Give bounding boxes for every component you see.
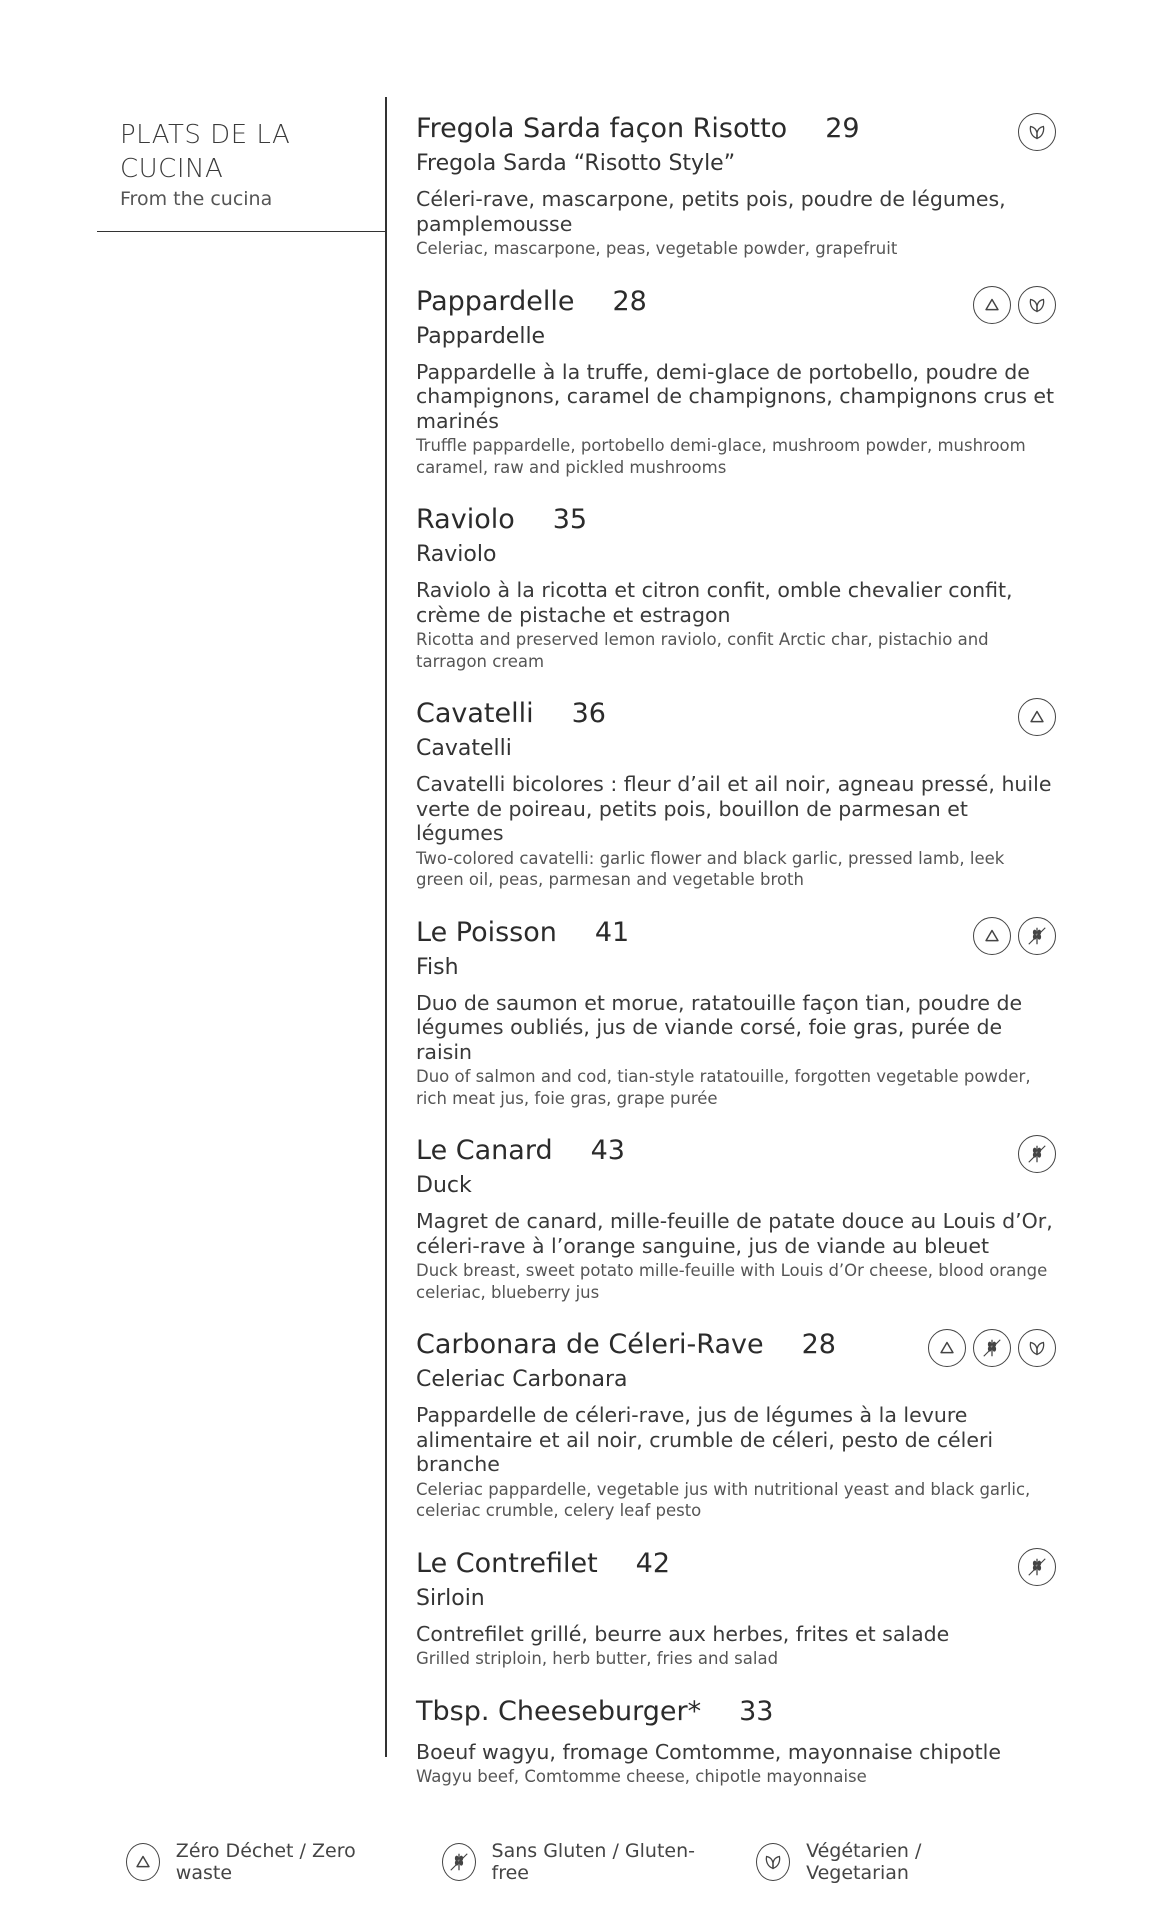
menu-item-description-french: Magret de canard, mille-feuille de patate douce au Louis d’Or, céleri-rave à l’orange sanguine, jus de viande au bleuet	[416, 1209, 1053, 1258]
menu-item-price: 28	[801, 1329, 836, 1360]
gluten-free-icon	[1018, 1548, 1056, 1586]
menu-item	[416, 286, 1056, 479]
menu-item-name: Carbonara de Céleri-Rave	[416, 1329, 764, 1360]
menu-item-description-french: Contrefilet grillé, beurre aux herbes, frites et salade	[416, 1621, 950, 1646]
dietary-icons	[1018, 1548, 1056, 1586]
menu-item-heading	[416, 1696, 1056, 1732]
menu-item-description-english: Celeriac, mascarpone, peas, vegetable powder, grapefruit	[416, 239, 898, 258]
menu-item-description-english: Two-colored cavatelli: garlic flower and black garlic, pressed lamb, leek green oil, peas, parmesan and vegetable broth	[416, 848, 1005, 889]
menu-item-heading	[416, 286, 1056, 322]
menu-item-description-french: Duo de saumon et morue, ratatouille façon tian, poudre de légumes oubliés, jus de viande corsé, foie gras, purée de raisin	[416, 990, 1023, 1064]
menu-item	[416, 113, 1056, 260]
menu-item	[416, 1548, 1056, 1670]
gluten-free-icon	[1018, 917, 1056, 955]
legend-item	[442, 1840, 705, 1884]
menu-item	[416, 1135, 1056, 1303]
menu-item-heading	[416, 698, 1056, 734]
menu-item-description-french: Raviolo à la ricotta et citron confit, omble chevalier confit, crème de pistache et estragon	[416, 578, 1013, 627]
menu-item-description-french: Cavatelli bicolores : fleur d’ail et ail noir, agneau pressé, huile verte de poireau, petits pois, bouillon de parmesan et légumes	[416, 772, 1052, 845]
section-title: PLATS DE LA CUCINA	[120, 120, 291, 184]
menu-item-name-english: Cavatelli	[416, 736, 512, 761]
menu-item-name-english: Fregola Sarda “Risotto Style”	[416, 151, 736, 176]
menu-item-heading	[416, 1135, 1056, 1171]
gluten-free-icon	[442, 1843, 476, 1881]
menu-item-name: Cavatelli	[416, 698, 534, 729]
menu-item-price: 35	[552, 504, 588, 535]
menu-item	[416, 1696, 1056, 1788]
dietary-icons	[973, 286, 1056, 324]
menu-item-description-french: Pappardelle à la truffe, demi-glace de portobello, poudre de champignons, caramel de champignons, champignons crus et marinés	[416, 359, 1055, 433]
vegetarian-icon	[1018, 286, 1056, 324]
menu-item-name-english: Duck	[416, 1173, 472, 1198]
legend-label: Sans Gluten / Gluten-free	[491, 1840, 695, 1884]
menu-item-name-english: Pappardelle	[416, 323, 546, 349]
menu-item-price: 42	[635, 1547, 671, 1579]
menu-item-name: Pappardelle	[416, 285, 575, 317]
menu-item	[416, 1329, 1056, 1522]
vegetarian-icon	[1018, 1329, 1056, 1367]
menu-item-description-english: Duck breast, sweet potato mille-feuille with Louis d’Or cheese, blood orange celeriac, blueberry jus	[416, 1261, 1048, 1302]
menu-item-name: Le Canard	[416, 1135, 553, 1166]
legend-item	[126, 1840, 390, 1884]
menu-item-name-english: Celeriac Carbonara	[416, 1367, 628, 1392]
menu-item-name: Le Poisson	[416, 916, 557, 948]
vegetarian-icon	[1018, 113, 1056, 151]
menu-item-name-english: Raviolo	[416, 542, 497, 567]
vegetarian-icon	[756, 1843, 790, 1881]
menu-item-price: 41	[594, 916, 630, 948]
zero-waste-icon	[973, 286, 1011, 324]
menu-item	[416, 698, 1056, 891]
menu-item-heading	[416, 113, 1056, 149]
menu-list	[416, 113, 1056, 1788]
menu-item-name: Tbsp. Cheeseburger*	[416, 1695, 702, 1727]
menu-item-name: Raviolo	[416, 504, 515, 535]
header-divider	[97, 231, 387, 232]
menu-item	[416, 917, 1056, 1110]
section-header	[120, 118, 380, 210]
menu-item-description-english: Grilled striploin, herb butter, fries and salad	[416, 1649, 779, 1668]
legend-item	[756, 1840, 1004, 1884]
menu-item-price: 43	[590, 1135, 625, 1166]
menu-item	[416, 504, 1056, 672]
dietary-icons	[1018, 113, 1056, 151]
menu-item-description-french: Céleri-rave, mascarpone, petits pois, poudre de légumes, pamplemousse	[416, 187, 1006, 236]
zero-waste-icon	[126, 1843, 160, 1881]
legend-label: Végétarien / Vegetarian	[806, 1840, 922, 1884]
section-subtitle: From the cucina	[120, 188, 273, 210]
menu-item-name: Le Contrefilet	[416, 1547, 598, 1579]
menu-item-price: 36	[571, 698, 606, 729]
legend-label: Zéro Déchet / Zero waste	[175, 1840, 356, 1884]
menu-item-heading	[416, 917, 1056, 953]
menu-item-heading	[416, 1548, 1056, 1584]
dietary-icons	[1018, 698, 1056, 736]
gluten-free-icon	[1018, 1135, 1056, 1173]
dietary-icons	[973, 917, 1056, 955]
zero-waste-icon	[1018, 698, 1056, 736]
menu-item-description-english: Duo of salmon and cod, tian-style ratatouille, forgotten vegetable powder, rich meat jus, foie gras, grape purée	[416, 1067, 1031, 1108]
vertical-divider	[385, 97, 387, 1757]
menu-item-price: 33	[739, 1695, 774, 1727]
dietary-icons	[928, 1329, 1056, 1367]
menu-item-description-english: Truffle pappardelle, portobello demi-glace, mushroom powder, mushroom caramel, raw and pickled mushrooms	[416, 436, 1026, 477]
menu-item-heading	[416, 504, 1056, 540]
legend	[126, 1840, 1056, 1884]
menu-item-description-english: Ricotta and preserved lemon raviolo, confit Arctic char, pistachio and tarragon cream	[416, 630, 989, 671]
dietary-icons	[1018, 1135, 1056, 1173]
menu-item-description-english: Celeriac pappardelle, vegetable jus with nutritional yeast and black garlic, celeriac crumble, celery leaf pesto	[416, 1479, 1031, 1520]
menu-item-price: 29	[825, 113, 860, 144]
menu-item-name-english: Sirloin	[416, 1585, 485, 1611]
zero-waste-icon	[928, 1329, 966, 1367]
menu-item-price: 28	[612, 285, 647, 317]
gluten-free-icon	[973, 1329, 1011, 1367]
menu-item-description-english: Wagyu beef, Comtomme cheese, chipotle mayonnaise	[416, 1767, 867, 1786]
menu-item-name: Fregola Sarda façon Risotto	[416, 113, 788, 144]
menu-item-name-english: Fish	[416, 954, 459, 980]
zero-waste-icon	[973, 917, 1011, 955]
menu-item-description-french: Boeuf wagyu, fromage Comtomme, mayonnaise chipotle	[416, 1739, 1001, 1764]
menu-item-description-french: Pappardelle de céleri-rave, jus de légumes à la levure alimentaire et ail noir, crumble de céleri, pesto de céleri branche	[416, 1403, 994, 1476]
